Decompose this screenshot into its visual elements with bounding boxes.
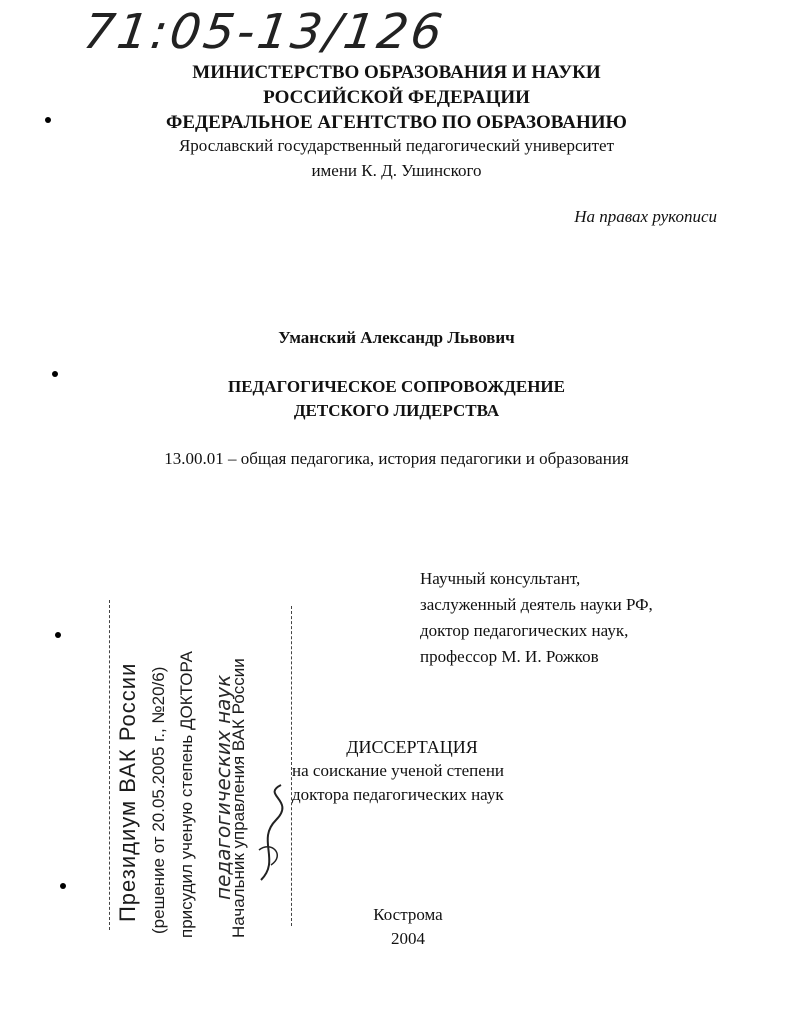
- ministry-line-2: РОССИЙСКОЙ ФЕДЕРАЦИИ: [263, 87, 530, 108]
- university-line-1: Ярославский государственный педагогический университет: [178, 136, 615, 155]
- consultant-line-4: профессор М. И. Рожков: [420, 647, 599, 666]
- vak-approval-stamp: [101, 600, 297, 938]
- binding-hole-mark: [52, 371, 58, 377]
- ministry-line-1: МИНИСТЕРСТВО ОБРАЗОВАНИЯ И НАУКИ: [192, 62, 601, 83]
- binding-hole-mark: [55, 632, 61, 638]
- binding-hole-mark: [45, 117, 51, 123]
- dissertation-block: [292, 735, 532, 807]
- stamp-border-right: [291, 606, 292, 926]
- dissertation-title: [0, 375, 793, 423]
- place-and-year: [368, 903, 448, 951]
- dissertation-line-2: доктора педагогических наук: [292, 785, 504, 804]
- author-name: Уманский Александр Львович: [278, 328, 515, 347]
- stamp-line-5: Начальник управления ВАК России: [229, 658, 248, 938]
- title-line-1: ПЕДАГОГИЧЕСКОЕ СОПРОВОЖДЕНИЕ: [228, 377, 565, 396]
- consultant-line-1: Научный консультант,: [420, 569, 581, 588]
- university-line-2: имени К. Д. Ушинского: [311, 161, 482, 180]
- signature-icon: [251, 780, 291, 890]
- stamp-line-3: присудил ученую степень ДОКТОРА: [177, 650, 196, 938]
- stamp-line-1: Президиум ВАК России: [115, 662, 140, 922]
- ministry-header: [0, 60, 793, 135]
- consultant-line-2: заслуженный деятель науки РФ,: [420, 595, 653, 614]
- title-line-2: ДЕТСКОГО ЛИДЕРСТВА: [293, 401, 500, 420]
- year: 2004: [391, 929, 425, 948]
- binding-hole-mark: [60, 883, 66, 889]
- university-name: [0, 133, 793, 183]
- stamp-line-4-handwritten: педагогических наук: [211, 674, 235, 900]
- stamp-line-2: (решение от 20.05.2005 г., №20/6): [149, 666, 168, 934]
- dissertation-line-1: на соискание ученой степени: [292, 761, 505, 780]
- specialty-code: 13.00.01 – общая педагогика, история педагогики и образования: [164, 449, 629, 468]
- consultant-line-3: доктор педагогических наук,: [420, 621, 629, 640]
- scientific-consultant: [420, 566, 653, 670]
- ministry-line-3: ФЕДЕРАЛЬНОЕ АГЕНТСТВО ПО ОБРАЗОВАНИЮ: [166, 112, 627, 133]
- handwritten-archive-code: 71:05-13/126: [80, 4, 449, 60]
- dissertation-heading: ДИССЕРТАЦИЯ: [346, 737, 478, 757]
- stamp-border-left: [109, 600, 110, 930]
- manuscript-note: На правах рукописи: [574, 207, 717, 226]
- city: Кострома: [373, 905, 443, 924]
